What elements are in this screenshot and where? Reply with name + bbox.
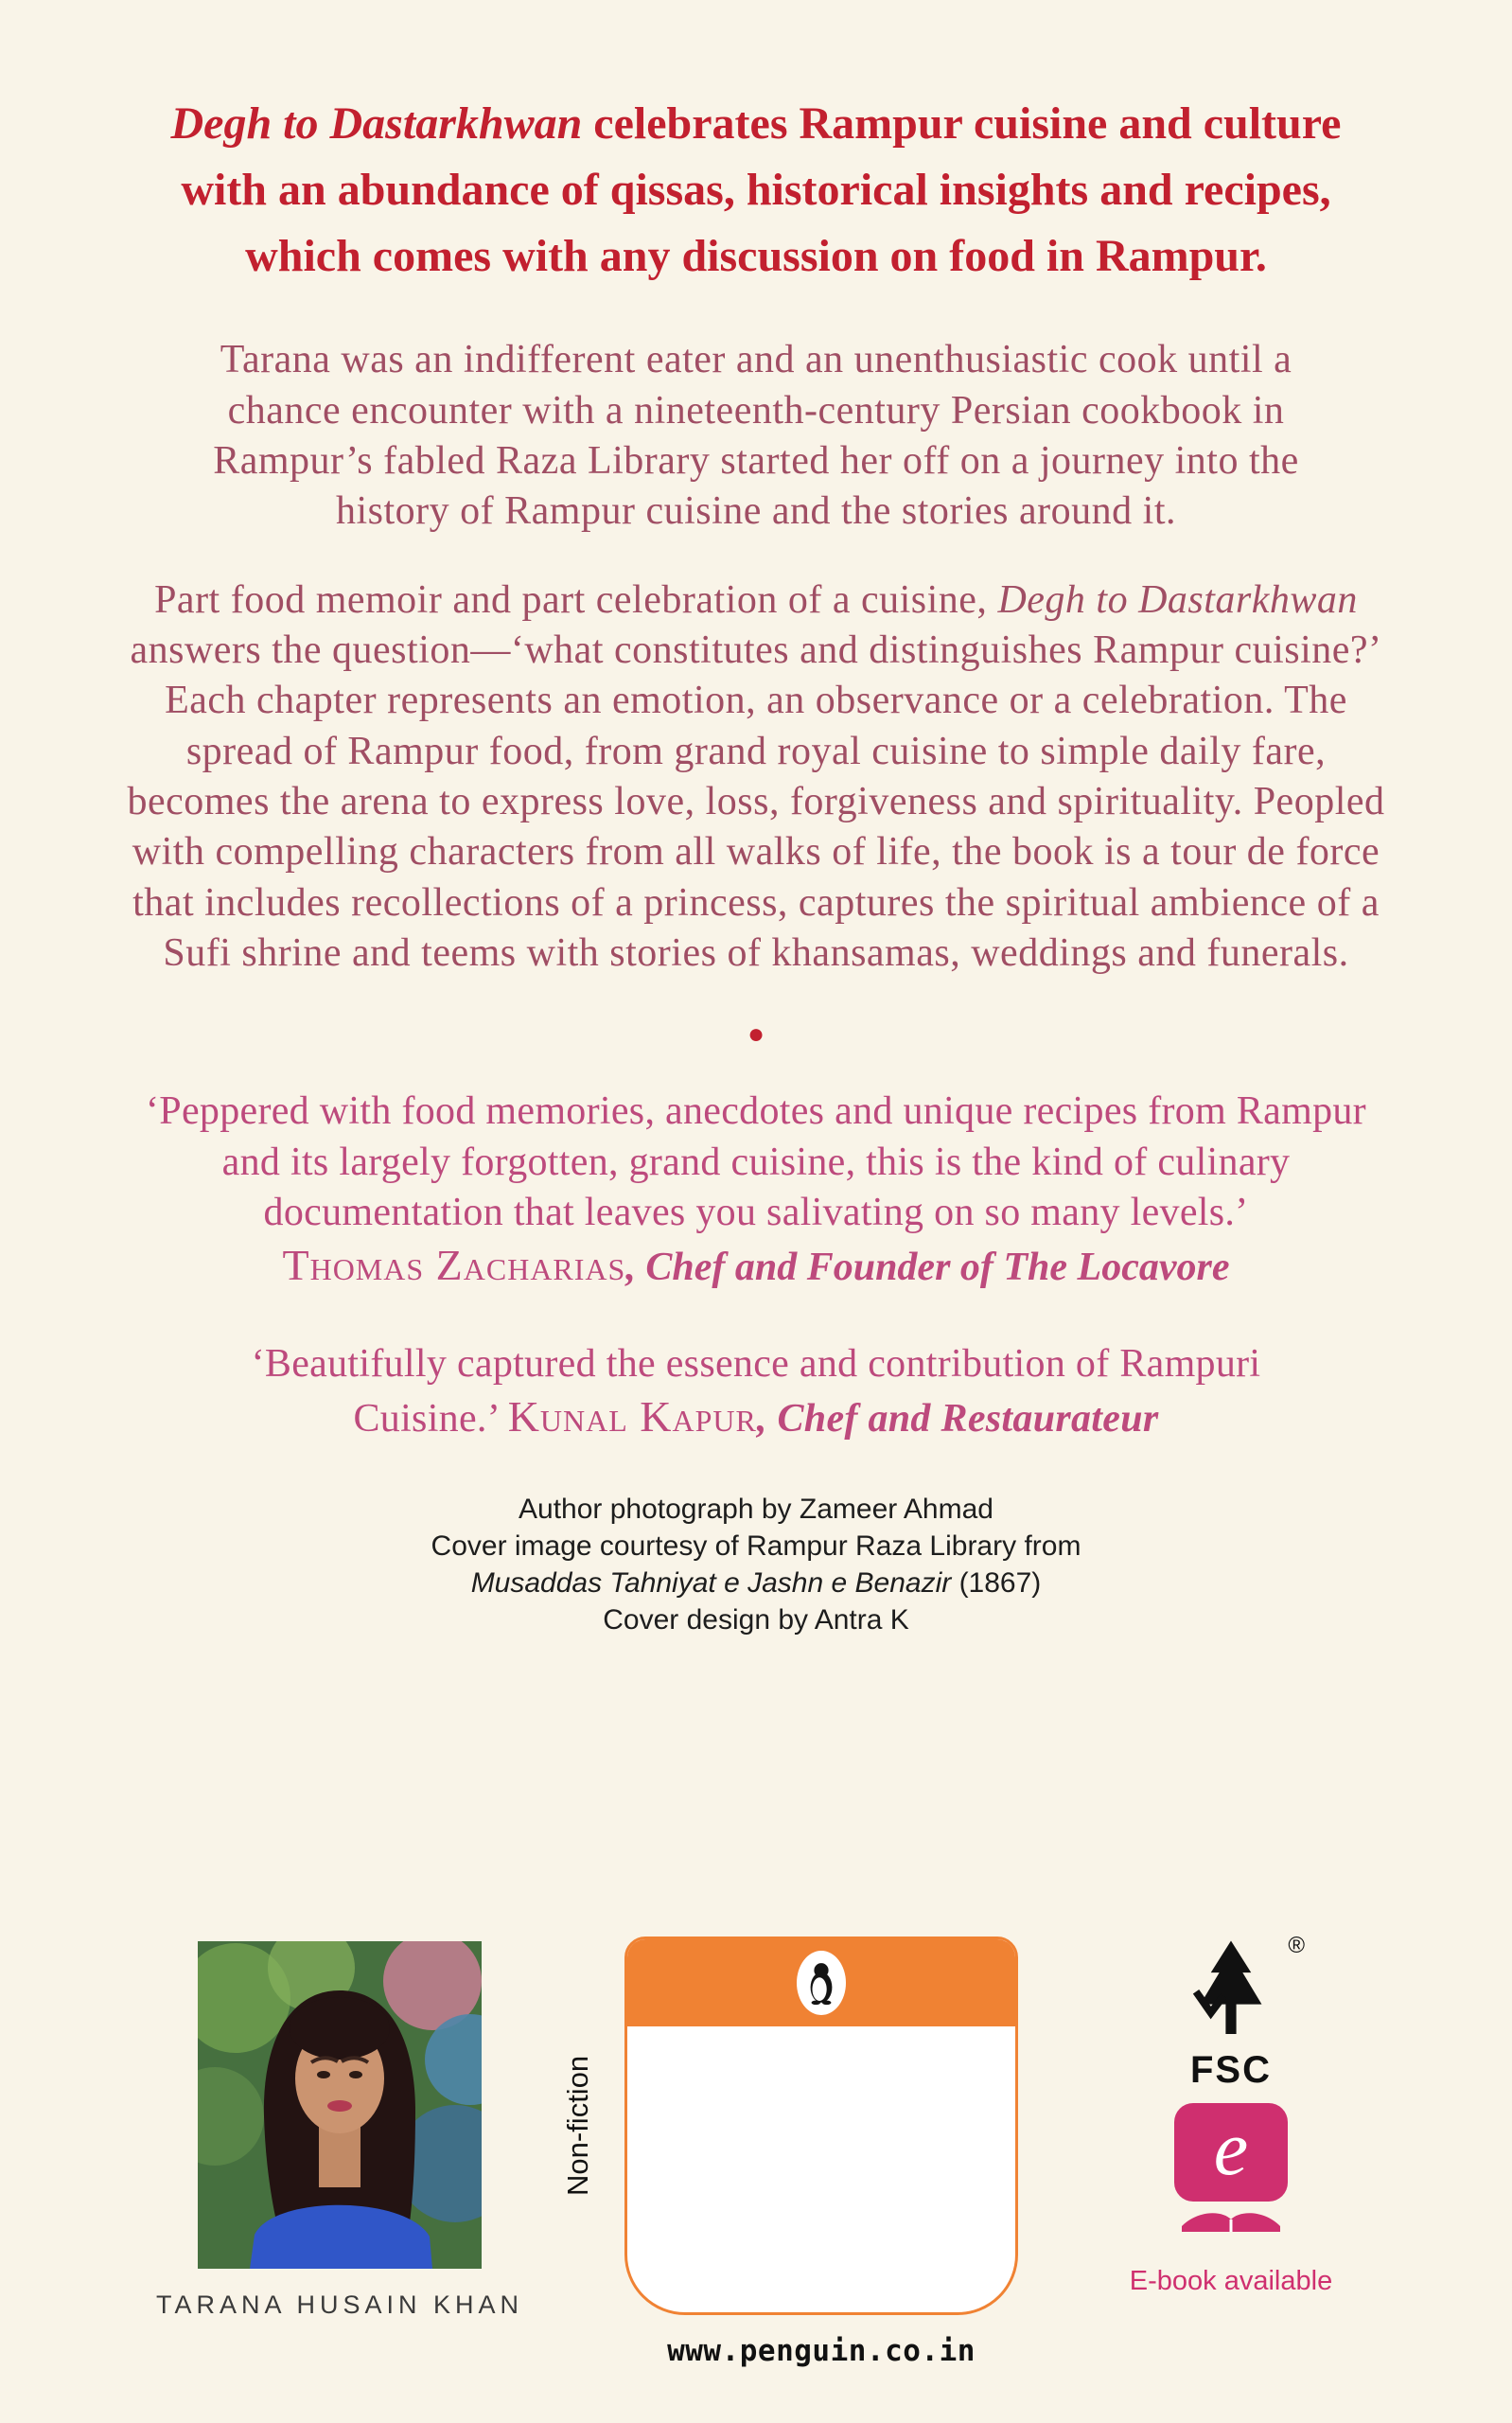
- penguin-orange-band: [627, 1939, 1015, 2026]
- credit-source-year: (1867): [951, 1566, 1042, 1599]
- endorser-2-name: Kunal Kapur: [507, 1392, 757, 1441]
- category-label: Non-fiction: [561, 2055, 594, 2197]
- author-photo-illustration: [198, 1941, 482, 2269]
- blurb-paragraph-1-text: Tarana was an indifferent eater and an unenthusiastic cook until a chance encounter with a nineteenth-century Persian cookbook in Rampur’s fabled Raza Library started her off on a journey into the history of Rampur cuisine and the stories around it.: [213, 338, 1299, 534]
- penguin-logo-icon: [797, 1951, 846, 2015]
- fsc-wordmark: FSC: [1190, 2049, 1272, 2091]
- ebook-icon: [1174, 2103, 1288, 2202]
- endorser-2-role: , Chef and Restaurateur: [756, 1397, 1159, 1441]
- credit-cover-design: Cover design by Antra K: [603, 1603, 909, 1636]
- book-title-italic: Degh to Dastarkhwan: [170, 98, 583, 149]
- author-photo: [198, 1941, 482, 2269]
- book-title-inline-italic: Degh to Dastarkhwan: [997, 577, 1358, 622]
- fsc-tree-icon: [1182, 1933, 1305, 2043]
- credit-source-title-italic: Musaddas Tahniyat e Jashn e Benazir: [470, 1566, 952, 1599]
- endorsement-quote-1: [122, 1087, 1390, 1238]
- ebook-icon-letter: e: [1213, 2105, 1249, 2191]
- endorsement-quote-1-text: ‘Peppered with food memories, anecdotes and unique recipes from Rampur and its largely forgotten, grand cuisine, this is the kind of culinary documentation that leaves you salivating on so many levels.’: [146, 1089, 1366, 1234]
- blurb-heading-text: celebrates Rampur cuisine and culture with an abundance of qissas, historical insights and recipes, which comes with any discussion on food in Rampur.: [181, 98, 1342, 282]
- endorsement-quote-2: [198, 1339, 1314, 1445]
- fsc-certification: [1122, 1933, 1340, 2092]
- blurb-paragraph-2: [122, 575, 1390, 980]
- publisher-website: www.penguin.co.in: [667, 2334, 976, 2368]
- credit-author-photograph: Author photograph by Zameer Ahmad: [519, 1493, 993, 1525]
- credits-block: [0, 1491, 1512, 1638]
- endorsement-quote-2-text: ‘Beautifully captured the essence and contribution of Rampuri Cuisine.’: [251, 1342, 1261, 1441]
- author-name-caption: TARANA HUSAIN KHAN: [155, 2290, 524, 2319]
- credit-cover-image: Cover image courtesy of Rampur Raza Library from: [431, 1530, 1081, 1562]
- blurb-paragraph-2-text-a: Part food memoir and part celebration of a cuisine,: [154, 577, 998, 622]
- credit-cover-image-source: [0, 1565, 1512, 1601]
- section-separator-dot: ●: [747, 1018, 765, 1051]
- endorsement-attribution-1: [0, 1240, 1512, 1290]
- fsc-registered-mark: ®: [1288, 1933, 1305, 1958]
- blurb-paragraph-1: [179, 335, 1333, 537]
- endorser-1-name: Thomas Zacharias: [282, 1241, 626, 1290]
- blurb-heading: [136, 91, 1376, 290]
- ebook-available-label: E-book available: [1129, 2266, 1333, 2296]
- penguin-logo-box: [624, 1937, 1018, 2315]
- endorser-1-role: , Chef and Founder of The Locavore: [625, 1246, 1230, 1290]
- ebook-availability: [1122, 2103, 1340, 2297]
- blurb-paragraph-2-text-b: answers the question—‘what constitutes and distinguishes Rampur cuisine?’ Each chapter represents an emotion, an observance or a celebration. The spread of Rampur food, from grand royal cuisine to simple daily fare, becomes the arena to express love, loss, forgiveness and spirituality. Peopled with compelling characters from all walks of life, the book is a tour de force that includes recollections of a princess, captures the spiritual ambience of a Sufi shrine and teems with stories of khansamas, weddings and funerals.: [127, 628, 1385, 975]
- ebook-open-book-icon: [1172, 2203, 1290, 2232]
